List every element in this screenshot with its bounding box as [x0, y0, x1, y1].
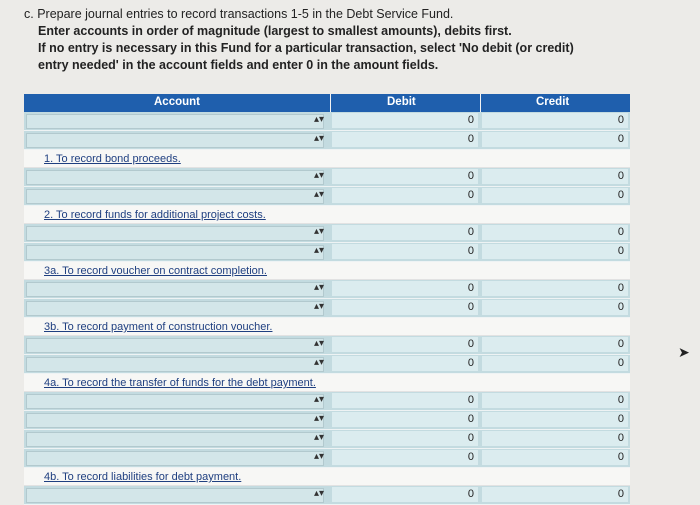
debit-value: 0: [467, 488, 474, 500]
account-select[interactable]: [26, 488, 324, 503]
credit-input[interactable]: [482, 188, 628, 203]
credit-value: 0: [617, 114, 624, 126]
entry-row: [24, 411, 630, 430]
credit-value: 0: [617, 432, 624, 444]
transaction-label-row: [24, 468, 630, 486]
credit-value: 0: [617, 413, 624, 425]
debit-value: 0: [467, 282, 474, 294]
debit-input[interactable]: [332, 337, 478, 352]
account-select[interactable]: [26, 170, 324, 185]
debit-value: 0: [467, 114, 474, 126]
debit-column-header: Debit: [387, 96, 416, 108]
select-arrows-icon[interactable]: ▴▾: [314, 394, 325, 405]
entry-row: [24, 392, 630, 411]
account-select[interactable]: [26, 357, 324, 372]
instruction-line-4: entry needed' in the account fields and enter 0 in the amount fields.: [38, 58, 439, 72]
instruction-line-2: Enter accounts in order of magnitude (largest to smallest amounts), debits first.: [38, 24, 512, 38]
transaction-label-row: [24, 206, 630, 224]
entry-row: [24, 131, 630, 150]
entry-row: [24, 430, 630, 449]
transaction-link[interactable]: 3a. To record voucher on contract completion.: [44, 265, 267, 277]
table-body: [24, 112, 630, 505]
account-select[interactable]: [26, 394, 324, 409]
select-arrows-icon[interactable]: ▴▾: [314, 338, 325, 349]
account-select[interactable]: [26, 338, 324, 353]
select-arrows-icon[interactable]: ▴▾: [314, 432, 325, 443]
entry-row: [24, 299, 630, 318]
credit-value: 0: [617, 226, 624, 238]
debit-input[interactable]: [332, 281, 478, 296]
debit-value: 0: [467, 357, 474, 369]
credit-input[interactable]: [482, 169, 628, 184]
entry-row: [24, 336, 630, 355]
transaction-link[interactable]: 2. To record funds for additional project costs.: [44, 209, 266, 221]
debit-value: 0: [467, 170, 474, 182]
credit-input[interactable]: [482, 300, 628, 315]
account-select[interactable]: [26, 133, 324, 148]
select-arrows-icon[interactable]: ▴▾: [314, 451, 325, 462]
select-arrows-icon[interactable]: ▴▾: [314, 357, 325, 368]
entry-row: [24, 112, 630, 131]
credit-column-header: Credit: [536, 96, 570, 108]
debit-value: 0: [467, 301, 474, 313]
debit-input[interactable]: [332, 412, 478, 427]
debit-input[interactable]: [332, 132, 478, 147]
credit-value: 0: [617, 357, 624, 369]
credit-value: 0: [617, 245, 624, 257]
debit-value: 0: [467, 133, 474, 145]
transaction-label-row: [24, 374, 630, 392]
select-arrows-icon[interactable]: ▴▾: [314, 413, 325, 424]
select-arrows-icon[interactable]: ▴▾: [314, 226, 325, 237]
credit-input[interactable]: [482, 356, 628, 371]
debit-input[interactable]: [332, 188, 478, 203]
journal-entry-table: [24, 94, 630, 505]
entry-row: [24, 449, 630, 468]
debit-input[interactable]: [332, 244, 478, 259]
credit-input[interactable]: [482, 393, 628, 408]
credit-value: 0: [617, 189, 624, 201]
entry-row: [24, 243, 630, 262]
credit-input[interactable]: [482, 450, 628, 465]
debit-value: 0: [467, 432, 474, 444]
select-arrows-icon[interactable]: ▴▾: [314, 301, 325, 312]
credit-value: 0: [617, 133, 624, 145]
credit-value: 0: [617, 301, 624, 313]
account-select[interactable]: [26, 282, 324, 297]
debit-value: 0: [467, 451, 474, 463]
credit-input[interactable]: [482, 487, 628, 502]
account-select[interactable]: [26, 301, 324, 316]
credit-value: 0: [617, 394, 624, 406]
instruction-line-1: c. Prepare journal entries to record transactions 1-5 in the Debt Service Fund.: [24, 7, 454, 21]
debit-value: 0: [467, 189, 474, 201]
transaction-link[interactable]: 3b. To record payment of construction voucher.: [44, 321, 273, 333]
transaction-link[interactable]: 1. To record bond proceeds.: [44, 153, 181, 165]
entry-row: [24, 355, 630, 374]
header-divider: [480, 94, 481, 112]
credit-value: 0: [617, 282, 624, 294]
select-arrows-icon[interactable]: ▴▾: [314, 245, 325, 256]
transaction-label-row: [24, 150, 630, 168]
debit-value: 0: [467, 394, 474, 406]
select-arrows-icon[interactable]: ▴▾: [314, 170, 325, 181]
select-arrows-icon[interactable]: ▴▾: [314, 282, 325, 293]
debit-input[interactable]: [332, 393, 478, 408]
credit-value: 0: [617, 488, 624, 500]
account-select[interactable]: [26, 226, 324, 241]
debit-input[interactable]: [332, 169, 478, 184]
credit-value: 0: [617, 170, 624, 182]
debit-input[interactable]: [332, 450, 478, 465]
transaction-link[interactable]: 4b. To record liabilities for debt payment.: [44, 471, 242, 483]
select-arrows-icon[interactable]: ▴▾: [314, 133, 325, 144]
header-divider: [330, 94, 331, 112]
credit-input[interactable]: [482, 132, 628, 147]
select-arrows-icon[interactable]: ▴▾: [314, 488, 325, 499]
debit-input[interactable]: [332, 431, 478, 446]
credit-input[interactable]: [482, 337, 628, 352]
account-select[interactable]: [26, 413, 324, 428]
transaction-label-row: [24, 318, 630, 336]
debit-value: 0: [467, 338, 474, 350]
debit-input[interactable]: [332, 225, 478, 240]
instructions: [24, 6, 574, 74]
debit-input[interactable]: [332, 487, 478, 502]
account-select[interactable]: [26, 451, 324, 466]
debit-value: 0: [467, 245, 474, 257]
instruction-line-3: If no entry is necessary in this Fund for a particular transaction, select 'No debit (or credit): [38, 41, 574, 55]
credit-input[interactable]: [482, 244, 628, 259]
entry-row: [24, 280, 630, 299]
credit-input[interactable]: [482, 431, 628, 446]
credit-input[interactable]: [482, 225, 628, 240]
debit-input[interactable]: [332, 113, 478, 128]
entry-row: [24, 486, 630, 505]
account-select[interactable]: [26, 114, 324, 129]
debit-value: 0: [467, 413, 474, 425]
credit-input[interactable]: [482, 281, 628, 296]
account-select[interactable]: [26, 245, 324, 260]
entry-row: [24, 224, 630, 243]
entry-row: [24, 168, 630, 187]
account-select[interactable]: [26, 189, 324, 204]
entry-row: [24, 187, 630, 206]
debit-input[interactable]: [332, 356, 478, 371]
account-column-header: Account: [154, 96, 200, 108]
debit-input[interactable]: [332, 300, 478, 315]
transaction-link[interactable]: 4a. To record the transfer of funds for the debt payment.: [44, 377, 316, 389]
credit-input[interactable]: [482, 113, 628, 128]
credit-value: 0: [617, 338, 624, 350]
credit-input[interactable]: [482, 412, 628, 427]
table-header: [24, 94, 630, 112]
debit-value: 0: [467, 226, 474, 238]
select-arrows-icon[interactable]: ▴▾: [314, 189, 325, 200]
account-select[interactable]: [26, 432, 324, 447]
credit-value: 0: [617, 451, 624, 463]
transaction-label-row: [24, 262, 630, 280]
select-arrows-icon[interactable]: ▴▾: [314, 114, 325, 125]
mouse-cursor-icon: ➤: [678, 344, 690, 360]
